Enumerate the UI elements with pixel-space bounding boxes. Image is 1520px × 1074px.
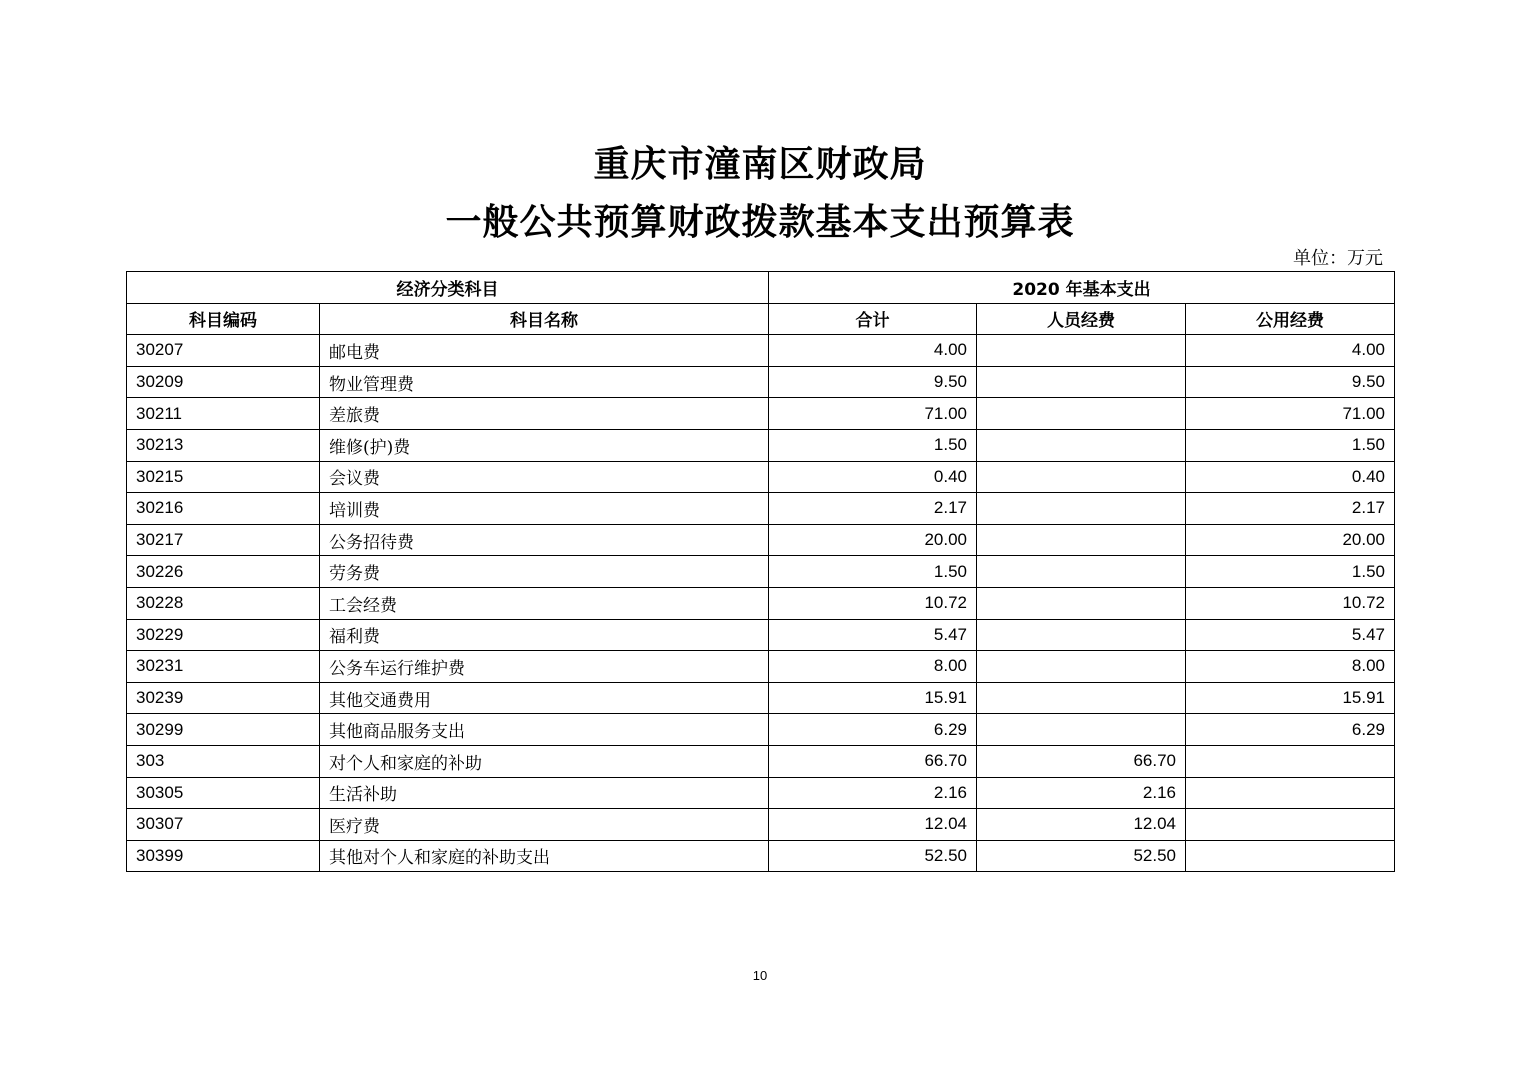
personnel-cell: [977, 398, 1186, 430]
total-cell: 10.72: [769, 587, 977, 619]
personnel-cell: [977, 714, 1186, 746]
table-row: [127, 524, 1395, 556]
public-cell: 20.00: [1186, 524, 1395, 556]
table-body: [127, 335, 1395, 872]
table-row: [127, 429, 1395, 461]
personnel-cell: [977, 682, 1186, 714]
personnel-cell: [977, 524, 1186, 556]
basic-expenditure-header: 2020 年基本支出: [769, 272, 1395, 304]
public-cell: 0.40: [1186, 461, 1395, 493]
total-column-header: 合计: [769, 303, 977, 335]
personnel-cell: [977, 556, 1186, 588]
code-cell: 30229: [127, 619, 320, 651]
total-cell: 20.00: [769, 524, 977, 556]
table-row: [127, 745, 1395, 777]
code-cell: 30207: [127, 335, 320, 367]
name-cell: 其他商品服务支出: [320, 714, 769, 746]
code-cell: 30217: [127, 524, 320, 556]
name-cell: 物业管理费: [320, 366, 769, 398]
table-row: [127, 619, 1395, 651]
total-cell: 1.50: [769, 556, 977, 588]
total-cell: 9.50: [769, 366, 977, 398]
code-cell: 30307: [127, 809, 320, 841]
name-cell: 差旅费: [320, 398, 769, 430]
unit-label: 单位：万元: [1293, 248, 1383, 269]
personnel-cell: [977, 366, 1186, 398]
name-cell: 劳务费: [320, 556, 769, 588]
name-cell: 医疗费: [320, 809, 769, 841]
total-cell: 2.17: [769, 493, 977, 525]
public-cell: 10.72: [1186, 587, 1395, 619]
economic-category-header: 经济分类科目: [127, 272, 769, 304]
public-cell: 71.00: [1186, 398, 1395, 430]
code-cell: 30228: [127, 587, 320, 619]
table-row: [127, 714, 1395, 746]
name-cell: 生活补助: [320, 777, 769, 809]
personnel-cell: 2.16: [977, 777, 1186, 809]
budget-table: [126, 271, 1395, 872]
personnel-cell: 66.70: [977, 745, 1186, 777]
total-cell: 5.47: [769, 619, 977, 651]
code-cell: 30299: [127, 714, 320, 746]
table-row: [127, 461, 1395, 493]
public-cell: 1.50: [1186, 556, 1395, 588]
table-row: [127, 398, 1395, 430]
code-cell: 30216: [127, 493, 320, 525]
name-cell: 对个人和家庭的补助: [320, 745, 769, 777]
public-column-header: 公用经费: [1186, 303, 1395, 335]
total-cell: 71.00: [769, 398, 977, 430]
total-cell: 4.00: [769, 335, 977, 367]
code-cell: 30305: [127, 777, 320, 809]
personnel-cell: [977, 493, 1186, 525]
code-cell: 30213: [127, 429, 320, 461]
name-cell: 福利费: [320, 619, 769, 651]
code-cell: 30231: [127, 651, 320, 683]
total-cell: 0.40: [769, 461, 977, 493]
name-cell: 公务车运行维护费: [320, 651, 769, 683]
public-cell: [1186, 777, 1395, 809]
total-cell: 2.16: [769, 777, 977, 809]
table-row: [127, 651, 1395, 683]
table-row: [127, 777, 1395, 809]
personnel-cell: [977, 335, 1186, 367]
table-row: [127, 556, 1395, 588]
personnel-cell: [977, 619, 1186, 651]
personnel-cell: 52.50: [977, 840, 1186, 872]
table-row: [127, 366, 1395, 398]
public-cell: 4.00: [1186, 335, 1395, 367]
total-cell: 1.50: [769, 429, 977, 461]
code-cell: 30239: [127, 682, 320, 714]
name-cell: 培训费: [320, 493, 769, 525]
table-row: [127, 840, 1395, 872]
public-cell: 1.50: [1186, 429, 1395, 461]
group-header-row: [127, 272, 1395, 304]
name-cell: 邮电费: [320, 335, 769, 367]
personnel-cell: [977, 429, 1186, 461]
name-cell: 工会经费: [320, 587, 769, 619]
total-cell: 6.29: [769, 714, 977, 746]
total-cell: 52.50: [769, 840, 977, 872]
public-cell: [1186, 745, 1395, 777]
name-cell: 其他对个人和家庭的补助支出: [320, 840, 769, 872]
public-cell: 2.17: [1186, 493, 1395, 525]
code-cell: 303: [127, 745, 320, 777]
public-cell: 6.29: [1186, 714, 1395, 746]
total-cell: 12.04: [769, 809, 977, 841]
code-cell: 30226: [127, 556, 320, 588]
personnel-column-header: 人员经费: [977, 303, 1186, 335]
name-column-header: 科目名称: [320, 303, 769, 335]
public-cell: [1186, 809, 1395, 841]
code-cell: 30209: [127, 366, 320, 398]
name-cell: 会议费: [320, 461, 769, 493]
personnel-cell: [977, 461, 1186, 493]
total-cell: 15.91: [769, 682, 977, 714]
table-row: [127, 809, 1395, 841]
code-cell: 30211: [127, 398, 320, 430]
name-cell: 维修(护)费: [320, 429, 769, 461]
personnel-cell: [977, 651, 1186, 683]
public-cell: 8.00: [1186, 651, 1395, 683]
personnel-cell: [977, 587, 1186, 619]
name-cell: 其他交通费用: [320, 682, 769, 714]
total-cell: 8.00: [769, 651, 977, 683]
total-cell: 66.70: [769, 745, 977, 777]
public-cell: [1186, 840, 1395, 872]
table-row: [127, 682, 1395, 714]
code-cell: 30215: [127, 461, 320, 493]
table-row: [127, 587, 1395, 619]
page-title: 重庆市潼南区财政局: [593, 144, 927, 185]
page-number: 10: [752, 968, 768, 983]
code-cell: 30399: [127, 840, 320, 872]
table-row: [127, 493, 1395, 525]
code-column-header: 科目编码: [127, 303, 320, 335]
column-header-row: [127, 303, 1395, 335]
personnel-cell: 12.04: [977, 809, 1186, 841]
name-cell: 公务招待费: [320, 524, 769, 556]
public-cell: 9.50: [1186, 366, 1395, 398]
table-row: [127, 335, 1395, 367]
page-subtitle: 一般公共预算财政拨款基本支出预算表: [445, 202, 1075, 243]
public-cell: 5.47: [1186, 619, 1395, 651]
public-cell: 15.91: [1186, 682, 1395, 714]
